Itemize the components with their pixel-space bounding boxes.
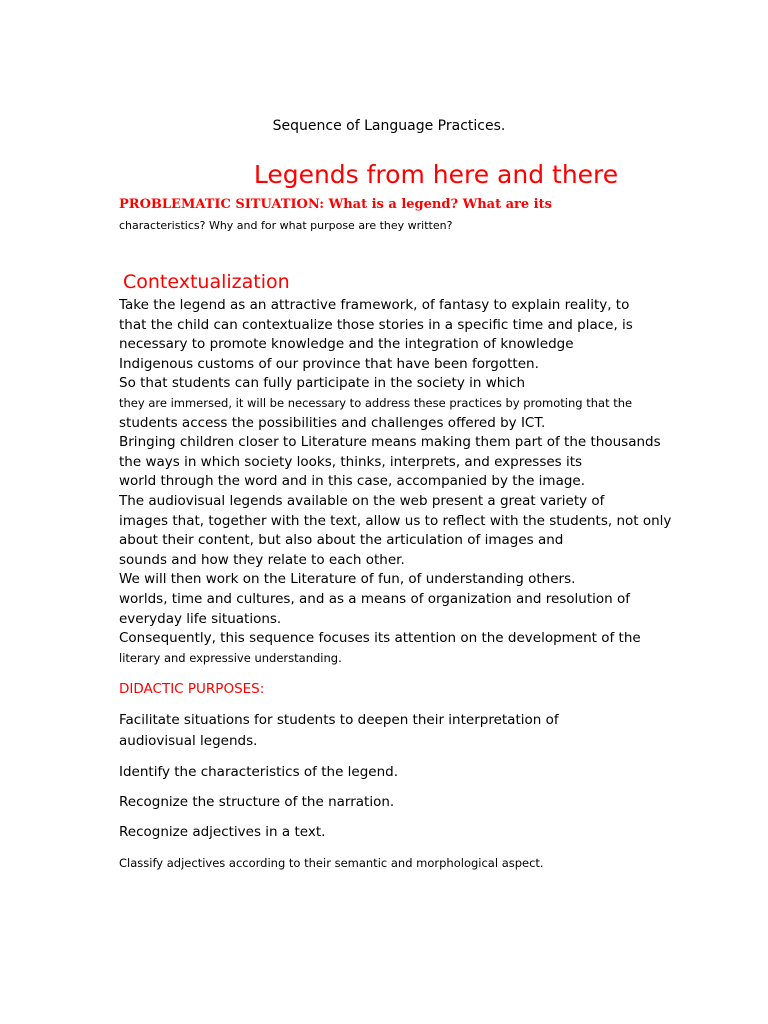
- body-line: Bringing children closer to Literature means making them part of the thousands: [119, 434, 661, 451]
- body-line: We will then work on the Literature of fun, of understanding others.: [119, 571, 576, 588]
- body-line: about their content, but also about the articulation of images and: [119, 532, 564, 549]
- purpose-item: Classify adjectives according to their semantic and morphological aspect.: [119, 856, 544, 870]
- body-line: the ways in which society looks, thinks, interprets, and expresses its: [119, 453, 583, 470]
- body-line: literary and expressive understanding.: [119, 650, 342, 665]
- body-line: Consequently, this sequence focuses its attention on the development of the: [119, 630, 641, 647]
- purpose-item: Recognize adjectives in a text.: [119, 824, 326, 840]
- body-line: Indigenous customs of our province that have been forgotten.: [119, 355, 539, 372]
- body-line: Take the legend as an attractive framework, of fantasy to explain reality, to: [119, 297, 630, 313]
- contextualization-body: [119, 296, 759, 668]
- problem-continuation: characteristics? Why and for what purpose are they written?: [119, 219, 453, 232]
- purpose-item: audiovisual legends.: [119, 733, 258, 749]
- body-line: necessary to promote knowledge and the integration of knowledge: [119, 336, 574, 353]
- document-title: Legends from here and there: [253, 160, 619, 189]
- body-line: everyday life situations.: [119, 610, 282, 627]
- body-line: sounds and how they relate to each other.: [119, 551, 405, 568]
- purpose-item: Recognize the structure of the narration.: [119, 794, 395, 810]
- body-line: that the child can contextualize those stories in a specific time and place, is: [119, 316, 633, 333]
- problem-heading: PROBLEMATIC SITUATION: What is a legend? What are its: [119, 197, 552, 212]
- body-line: So that students can fully participate in the society in which: [119, 375, 526, 392]
- body-line: images that, together with the text, allow us to reflect with the students, not only: [119, 512, 672, 529]
- body-line: they are immersed, it will be necessary to address these practices by promoting that the: [119, 395, 633, 410]
- purpose-item: Identify the characteristics of the legend.: [119, 764, 399, 780]
- body-line: The audiovisual legends available on the web present a great variety of: [119, 492, 605, 509]
- purpose-item: Facilitate situations for students to deepen their interpretation of: [119, 712, 559, 728]
- body-line: world through the word and in this case, accompanied by the image.: [119, 473, 586, 490]
- body-line: students access the possibilities and challenges offered by ICT.: [119, 414, 546, 431]
- document-label: Sequence of Language Practices.: [272, 118, 506, 134]
- body-line: worlds, time and cultures, and as a means of organization and resolution of: [119, 590, 631, 607]
- didactic-purposes-heading: DIDACTIC PURPOSES:: [119, 681, 265, 697]
- contextualization-heading: Contextualization: [123, 271, 290, 293]
